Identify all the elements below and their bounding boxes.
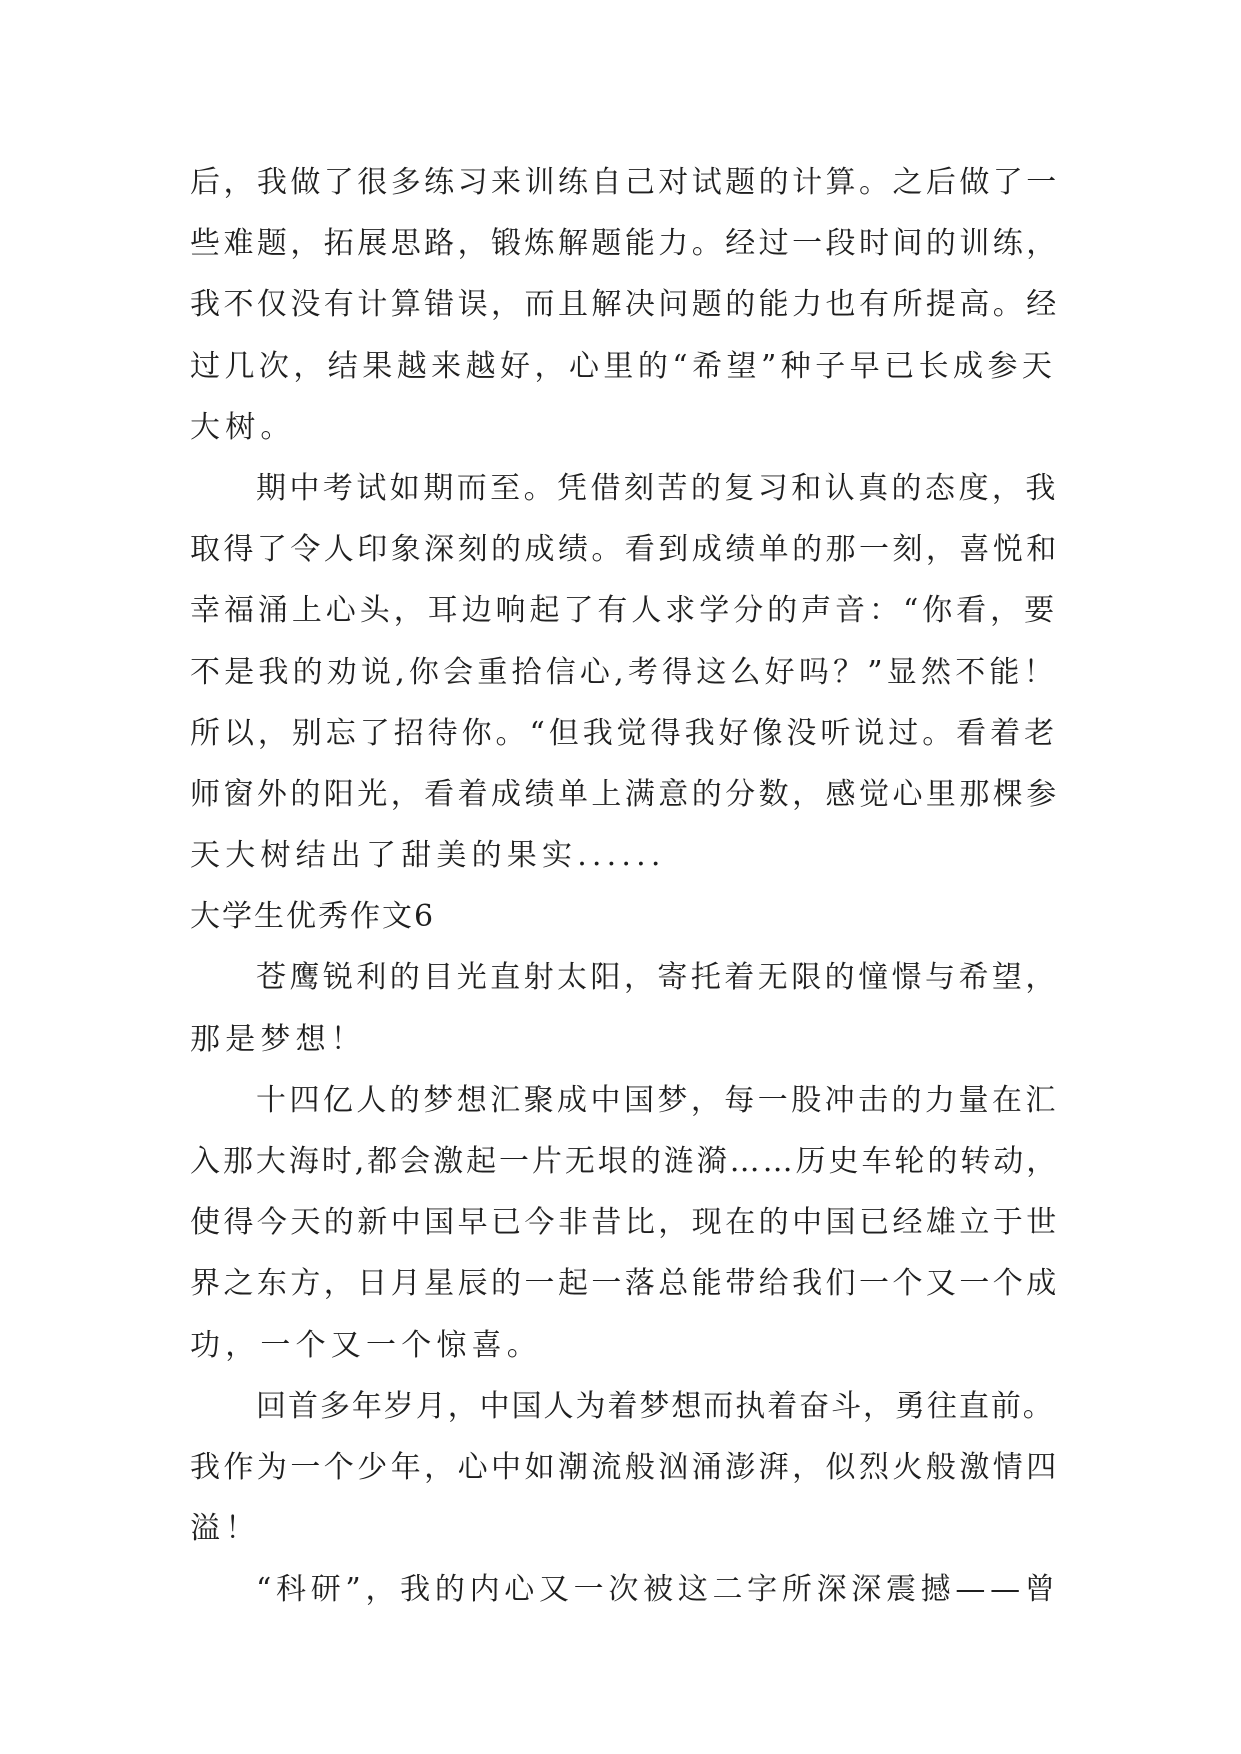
text-line: 入那大海时,都会激起一片无垠的涟漪……历史车轮的转动， bbox=[190, 1144, 1060, 1179]
section-heading: 大学生优秀作文6 bbox=[190, 899, 436, 935]
text-line: 回首多年岁月，中国人为着梦想而执着奋斗，勇往直前。 bbox=[256, 1388, 1055, 1424]
text-line: 那是梦想！ bbox=[190, 1021, 366, 1057]
text-line: 幸福涌上心头，耳边响起了有人求学分的声音：“你看，要 bbox=[190, 593, 1059, 629]
text-line: 过几次，结果越来越好，心里的“希望”种子早已长成参天 bbox=[190, 348, 1057, 384]
text-line: 所以，别忘了招待你。“但我觉得我好像没听说过。看着老 bbox=[190, 715, 1059, 751]
text-line: 溢！ bbox=[190, 1511, 261, 1547]
text-line: 天大树结出了甜美的果实...... bbox=[190, 838, 666, 874]
text-line: 些难题，拓展思路，锻炼解题能力。经过一段时间的训练， bbox=[190, 226, 1060, 262]
text-line: 期中考试如期而至。凭借刻苦的复习和认真的态度，我 bbox=[256, 470, 1059, 506]
text-line: 大树。 bbox=[190, 409, 296, 445]
document-body bbox=[190, 152, 1060, 1621]
text-line: 师窗外的阳光，看着成绩单上满意的分数，感觉心里那棵参 bbox=[190, 776, 1060, 812]
text-line: 使得今天的新中国早已今非昔比，现在的中国已经雄立于世 bbox=[190, 1205, 1060, 1241]
text-line: 不是我的劝说,你会重拾信心,考得这么好吗？”显然不能！ bbox=[190, 654, 1058, 690]
text-line: 取得了令人印象深刻的成绩。看到成绩单的那一刻，喜悦和 bbox=[190, 532, 1060, 568]
text-line: “科研”，我的内心又一次被这二字所深深震撼——曾 bbox=[256, 1572, 1060, 1608]
text-line: 后，我做了很多练习来训练自己对试题的计算。之后做了一 bbox=[190, 165, 1060, 200]
text-line: 界之东方，日月星辰的一起一落总能带给我们一个又一个成 bbox=[190, 1266, 1060, 1302]
text-line: 我不仅没有计算错误，而且解决问题的能力也有所提高。经 bbox=[190, 287, 1060, 323]
text-line: 苍鹰锐利的目光直射太阳，寄托着无限的憧憬与希望， bbox=[256, 960, 1059, 996]
text-line: 十四亿人的梦想汇聚成中国梦，每一股冲击的力量在汇 bbox=[256, 1082, 1059, 1118]
text-line: 功，一个又一个惊喜。 bbox=[190, 1327, 542, 1363]
text-line: 我作为一个少年，心中如潮流般汹涌澎湃，似烈火般激情四 bbox=[190, 1449, 1060, 1485]
